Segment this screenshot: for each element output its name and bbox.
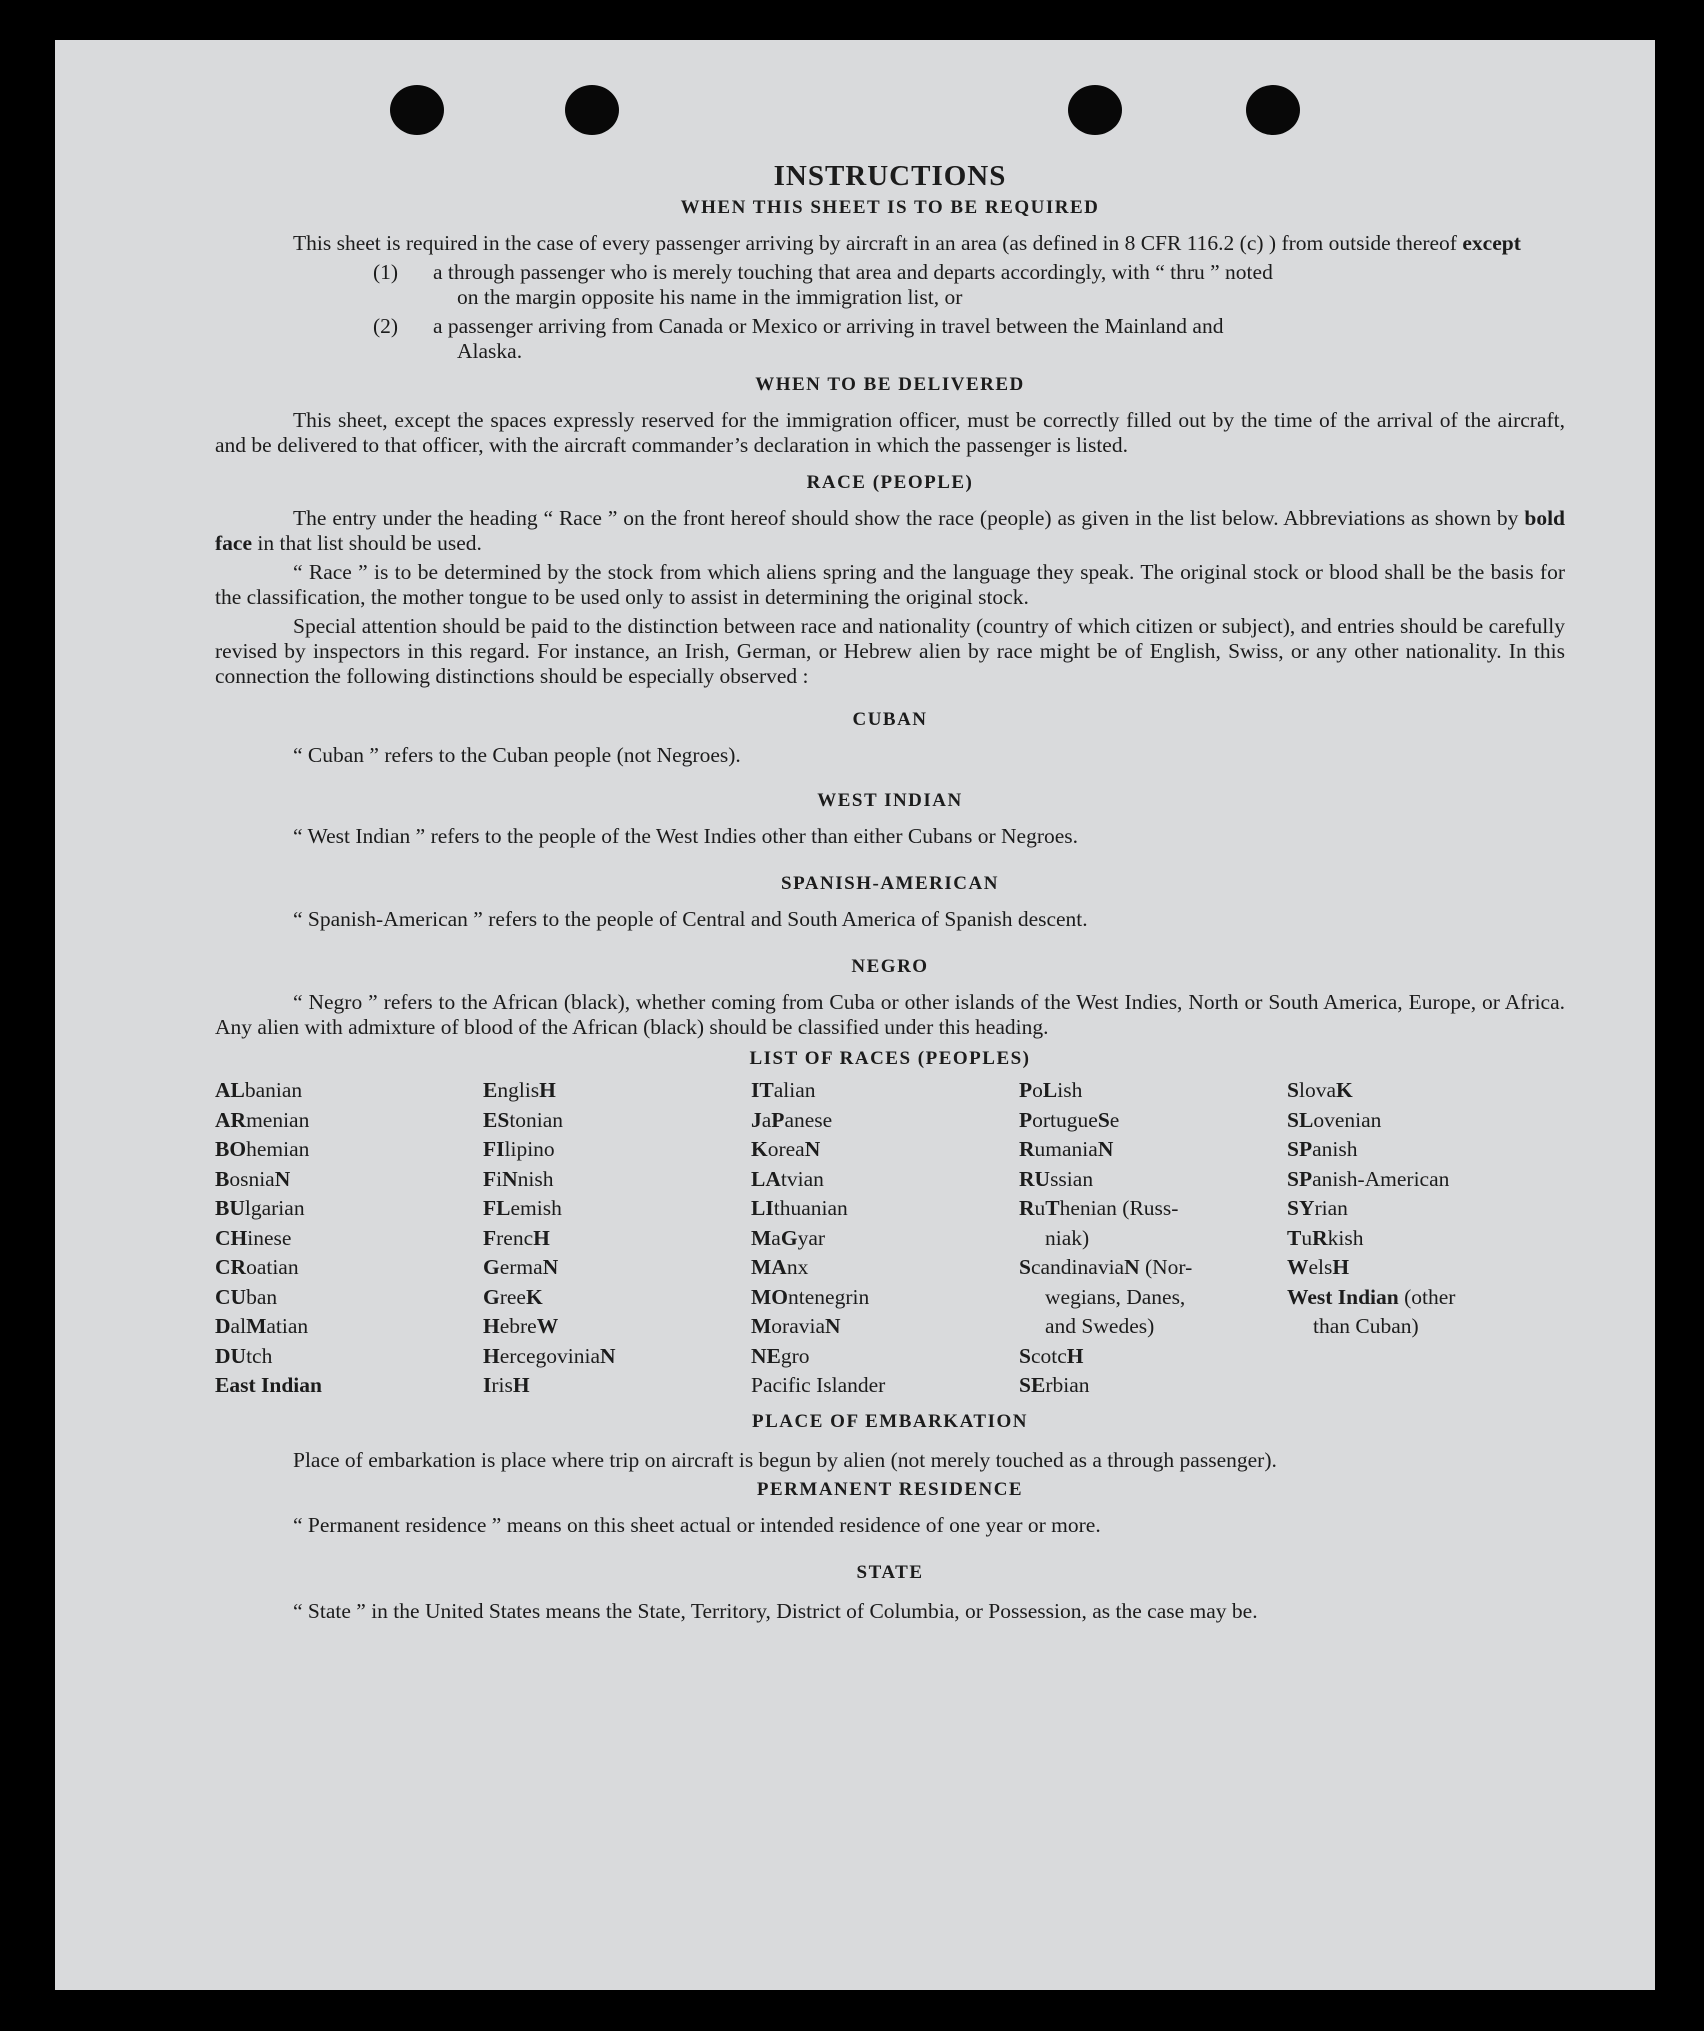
race-entry: SlovaK — [1287, 1078, 1353, 1102]
race-entry: LAtvian — [751, 1166, 824, 1191]
race-entry: JaPanese — [751, 1107, 833, 1132]
race-list — [215, 1076, 1565, 1401]
race-entry: EnglisH — [483, 1078, 556, 1102]
race-column — [1287, 1076, 1527, 1401]
race-entry: DalMatian — [215, 1314, 309, 1338]
race-entry: MoraviaN — [751, 1314, 841, 1338]
section-heading: CUBAN — [852, 709, 928, 730]
race-entry: FrencH — [483, 1225, 550, 1250]
race-entry: CHinese — [215, 1225, 292, 1250]
list-item: (1) a through passenger who is merely touching that area and departs accordingly, with “ thru ” noted on the margin opposite his name in the immigration list, or — [373, 260, 1273, 309]
punch-hole — [390, 85, 444, 135]
race-entry: Pacific Islander — [751, 1373, 886, 1397]
race-entry: TuRkish — [1287, 1225, 1364, 1250]
race-entry: ARmenian — [215, 1107, 310, 1132]
document-sheet — [55, 40, 1655, 1990]
section-heading: WEST INDIAN — [817, 790, 963, 811]
race-entry: EStonian — [483, 1107, 564, 1132]
race-entry: ScandinaviaN (Nor- wegians, Danes, and Swedes) — [1019, 1255, 1193, 1338]
race-entry: GermaN — [483, 1255, 559, 1279]
page-title: INSTRUCTIONS — [773, 160, 1007, 192]
race-entry: GreeK — [483, 1284, 543, 1309]
race-entry: HebreW — [483, 1314, 559, 1338]
paragraph: This sheet, except the spaces expressly reserved for the immigration officer, must be correctly filled out by the time of the arrival of the aircraft, and be delivered to that officer, with the aircraft commander’s declaration in which the passenger is listed. — [215, 408, 1565, 457]
paragraph: “ Spanish-American ” refers to the people of Central and South America of Spanish descent. — [293, 907, 1088, 931]
section-heading: NEGRO — [851, 956, 929, 977]
punch-hole — [565, 85, 619, 135]
race-entry: MaGyar — [751, 1225, 826, 1250]
section-heading: STATE — [856, 1561, 924, 1583]
paragraph: “ Permanent residence ” means on this sheet actual or intended residence of one year or more. — [293, 1512, 1101, 1537]
paragraph: “ State ” in the United States means the State, Territory, District of Columbia, or Possession, as the case may be. — [293, 1598, 1258, 1623]
section-heading: WHEN TO BE DELIVERED — [755, 374, 1025, 395]
race-column — [215, 1076, 483, 1401]
race-entry: IrisH — [483, 1373, 530, 1397]
race-entry: SErbian — [1019, 1373, 1090, 1397]
race-entry: ITalian — [751, 1078, 816, 1102]
race-entry: PoLish — [1019, 1078, 1083, 1102]
race-entry: RumaniaN — [1019, 1137, 1114, 1161]
section-heading: WHEN THIS SHEET IS TO BE REQUIRED — [680, 197, 1100, 218]
section-heading: RACE (PEOPLE) — [806, 472, 974, 493]
race-entry: East Indian — [215, 1373, 322, 1397]
race-entry: MOntenegrin — [751, 1284, 870, 1309]
section-heading: LIST OF RACES (PEOPLES) — [749, 1048, 1031, 1069]
race-entry: RUssian — [1019, 1166, 1094, 1191]
section-heading: PERMANENT RESIDENCE — [756, 1478, 1024, 1500]
race-entry: CUban — [215, 1284, 278, 1309]
race-column — [483, 1076, 751, 1401]
race-entry: BUlgarian — [215, 1196, 305, 1220]
race-entry: FiNnish — [483, 1166, 554, 1191]
race-entry: FIlipino — [483, 1137, 555, 1161]
race-entry: SPanish-American — [1287, 1166, 1450, 1191]
race-entry: HercegoviniaN — [483, 1343, 616, 1368]
race-entry: FLemish — [483, 1196, 562, 1220]
race-entry: SYrian — [1287, 1196, 1348, 1220]
section-heading: SPANISH-AMERICAN — [781, 873, 999, 894]
paragraph: This sheet is required in the case of every passenger arriving by aircraft in an area (as defined in 8 CFR 116.2 (c) ) from outside thereof except — [293, 231, 1521, 255]
race-entry: KoreaN — [751, 1137, 821, 1161]
race-entry: West Indian (other than Cuban) — [1287, 1284, 1456, 1338]
race-entry: MAnx — [751, 1255, 809, 1279]
race-entry: PortugueSe — [1019, 1107, 1120, 1132]
race-column — [751, 1076, 1019, 1401]
race-entry: DUtch — [215, 1343, 273, 1368]
race-entry: SLovenian — [1287, 1107, 1382, 1132]
race-entry: BOhemian — [215, 1137, 310, 1161]
race-entry: RuThenian (Russ- niak) — [1019, 1196, 1179, 1250]
punch-hole — [1246, 85, 1300, 135]
paragraph: “ West Indian ” refers to the people of the West Indies other than either Cubans or Negroes. — [293, 824, 1079, 848]
list-item: (2) a passenger arriving from Canada or Mexico or arriving in travel between the Mainland and Alaska. — [373, 314, 1224, 363]
race-entry: NEgro — [751, 1343, 810, 1368]
punch-hole — [1068, 85, 1122, 135]
race-entry: ScotcH — [1019, 1343, 1084, 1368]
paragraph: Special attention should be paid to the distinction between race and nationality (country of which citizen or subject), and entries should be carefully revised by inspectors in this regard. For instance, an Irish, German, or Hebrew alien by race might be of English, Swiss, or any other nationality. In this connection the following distinctions should be especially observed : — [215, 614, 1565, 688]
race-entry: LIthuanian — [751, 1196, 848, 1220]
paragraph: “ Cuban ” refers to the Cuban people (not Negroes). — [293, 743, 741, 767]
paragraph: Place of embarkation is place where trip on aircraft is begun by alien (not merely touched as a through passenger). — [293, 1447, 1277, 1472]
race-entry: BosniaN — [215, 1166, 291, 1191]
paragraph: “ Race ” is to be determined by the stock from which aliens spring and the language they speak. The original stock or blood shall be the basis for the classification, the mother tongue to be used only to assist in determining the original stock. — [215, 560, 1565, 609]
paragraph: “ Negro ” refers to the African (black), whether coming from Cuba or other islands of the West Indies, North or South America, Europe, or Africa. Any alien with admixture of blood of the African (black) should be classified under this heading. — [215, 990, 1565, 1039]
race-entry: SPanish — [1287, 1137, 1358, 1161]
race-column — [1019, 1076, 1287, 1401]
race-entry: ALbanian — [215, 1078, 303, 1102]
section-heading: PLACE OF EMBARKATION — [752, 1410, 1028, 1432]
race-entry: WelsH — [1287, 1255, 1350, 1279]
instructions-content — [215, 160, 1565, 1626]
paragraph: The entry under the heading “ Race ” on the front hereof should show the race (people) as given in the list below. Abbreviations as shown by bold face in that list should be used. — [215, 506, 1565, 555]
race-entry: CRoatian — [215, 1255, 299, 1279]
